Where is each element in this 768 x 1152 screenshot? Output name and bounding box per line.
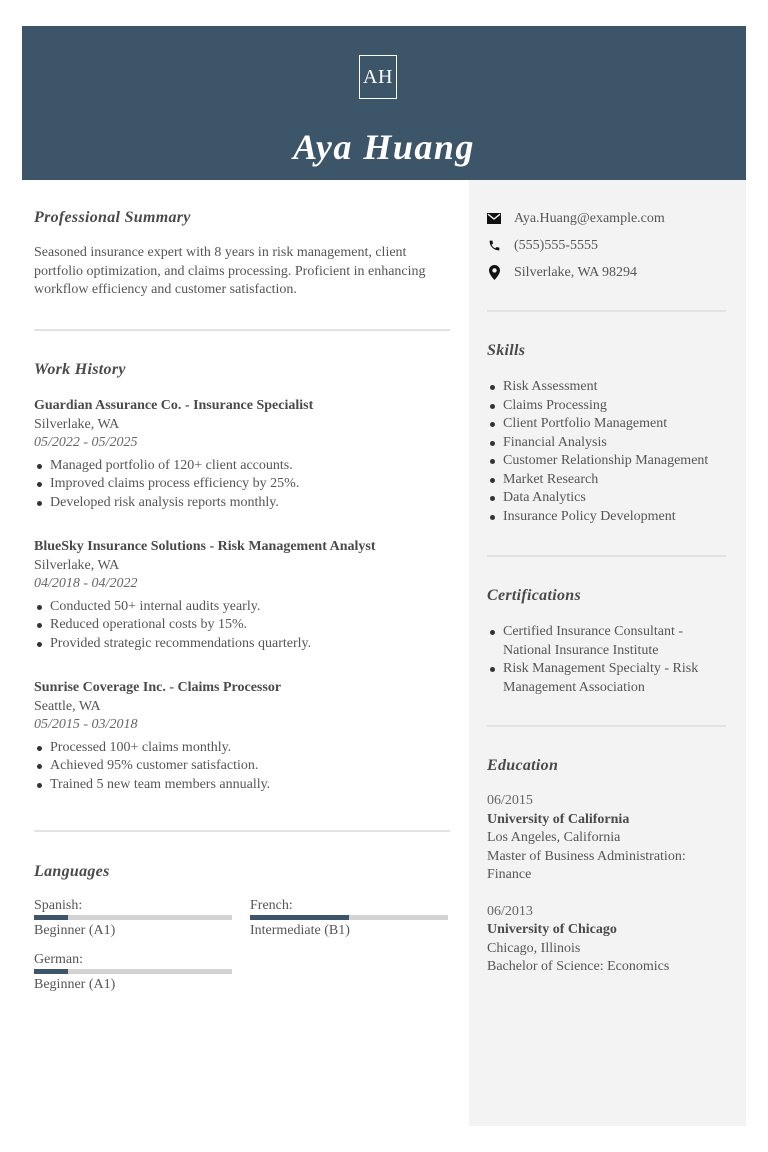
skill-item: Market Research (487, 471, 732, 490)
language-bar-fill (34, 969, 68, 974)
contact-info (487, 205, 732, 286)
job-title: Guardian Assurance Co. - Insurance Specialist (34, 398, 314, 413)
summary-section (34, 209, 434, 300)
language-entry (34, 897, 232, 940)
language-bar (34, 915, 232, 920)
contact-address (487, 259, 732, 286)
job-bullet: Reduced operational costs by 15%. (34, 616, 450, 635)
education-degree: Master of Business Administration: Finance (487, 848, 686, 882)
monogram: AH (359, 55, 397, 99)
education-title: Education (487, 757, 559, 774)
language-bar-fill (34, 915, 68, 920)
skill-item: Financial Analysis (487, 434, 732, 453)
section-divider (34, 329, 450, 331)
skills-section (487, 342, 732, 526)
job-bullet: Developed risk analysis reports monthly. (34, 494, 450, 513)
sidebar (469, 180, 746, 1126)
certification-item: Risk Management Specialty - Risk Management Association (487, 660, 702, 697)
job-dates: 05/2022 - 05/2025 (34, 435, 138, 450)
location-pin-icon (487, 266, 501, 280)
certifications-section (487, 587, 732, 697)
skill-item: Data Analytics (487, 489, 732, 508)
language-level: Intermediate (B1) (250, 923, 350, 938)
language-level: Beginner (A1) (34, 977, 116, 992)
job-bullet: Managed portfolio of 120+ client accounts. (34, 457, 450, 476)
skills-list (487, 378, 732, 526)
resume-page (22, 26, 746, 1126)
job-entry (34, 397, 450, 512)
language-bar-fill (250, 915, 349, 920)
education-date: 06/2015 (487, 793, 533, 808)
language-name: Spanish: (34, 898, 83, 913)
certification-item: Certified Insurance Consultant - National Insurance Institute (487, 623, 702, 660)
job-bullets (34, 457, 450, 513)
skill-item: Claims Processing (487, 397, 732, 416)
job-bullet: Achieved 95% customer satisfaction. (34, 757, 450, 776)
skill-item: Insurance Policy Development (487, 508, 732, 527)
language-bar (250, 915, 448, 920)
education-entry (487, 792, 707, 885)
job-bullet: Improved claims process efficiency by 25%. (34, 475, 450, 494)
sidebar-divider (487, 310, 726, 312)
job-bullets (34, 739, 450, 795)
languages-section (34, 863, 450, 881)
work-history-title: Work History (34, 361, 126, 378)
skill-item: Customer Relationship Management (487, 452, 732, 471)
job-location: Seattle, WA (34, 698, 101, 714)
job-bullet: Provided strategic recommendations quarterly. (34, 635, 450, 654)
certifications-title: Certifications (487, 587, 581, 604)
languages-title: Languages (34, 863, 110, 880)
job-dates: 05/2015 - 03/2018 (34, 717, 138, 732)
phone-icon (487, 239, 501, 253)
job-dates: 04/2018 - 04/2022 (34, 576, 138, 591)
education-location: Chicago, Illinois (487, 940, 581, 956)
education-entry (487, 903, 707, 977)
phone-text: (555)555-5555 (514, 237, 598, 253)
job-bullets (34, 598, 450, 654)
job-location: Silverlake, WA (34, 416, 120, 432)
job-title: BlueSky Insurance Solutions - Risk Management Analyst (34, 539, 376, 554)
certifications-list (487, 623, 702, 697)
education-section (487, 757, 707, 977)
education-school: University of Chicago (487, 922, 617, 937)
sidebar-divider (487, 555, 726, 557)
skill-item: Client Portfolio Management (487, 415, 732, 434)
email-text: Aya.Huang@example.com (514, 210, 665, 226)
language-bar (34, 969, 232, 974)
education-degree: Bachelor of Science: Economics (487, 959, 670, 974)
language-entry (250, 897, 448, 940)
job-bullet: Trained 5 new team members annually. (34, 776, 450, 795)
skill-item: Risk Assessment (487, 378, 732, 397)
job-title: Sunrise Coverage Inc. - Claims Processor (34, 680, 282, 695)
contact-phone[interactable] (487, 232, 732, 259)
job-bullet: Processed 100+ claims monthly. (34, 739, 450, 758)
summary-text: Seasoned insurance expert with 8 years in risk management, client portfolio optimization, and claims processing. Proficient in enhancing workflow efficiency and customer satisfaction. (34, 245, 426, 297)
section-divider (34, 830, 450, 832)
job-entry (34, 679, 450, 794)
envelope-icon (487, 212, 501, 226)
address-text: Silverlake, WA 98294 (514, 264, 638, 280)
summary-title: Professional Summary (34, 209, 191, 226)
header-banner (22, 26, 746, 180)
job-entry (34, 538, 450, 653)
language-name: German: (34, 952, 83, 967)
work-history-section (34, 361, 450, 794)
language-entry (34, 951, 232, 994)
education-school: University of California (487, 811, 630, 827)
education-date: 06/2013 (487, 903, 533, 919)
contact-email[interactable] (487, 205, 732, 232)
language-name: French: (250, 898, 293, 913)
sidebar-divider (487, 725, 726, 727)
candidate-name: Aya Huang (293, 127, 475, 167)
language-level: Beginner (A1) (34, 923, 116, 938)
job-location: Silverlake, WA (34, 557, 120, 573)
education-location: Los Angeles, California (487, 830, 621, 845)
job-bullet: Conducted 50+ internal audits yearly. (34, 598, 450, 617)
skills-title: Skills (487, 342, 526, 359)
